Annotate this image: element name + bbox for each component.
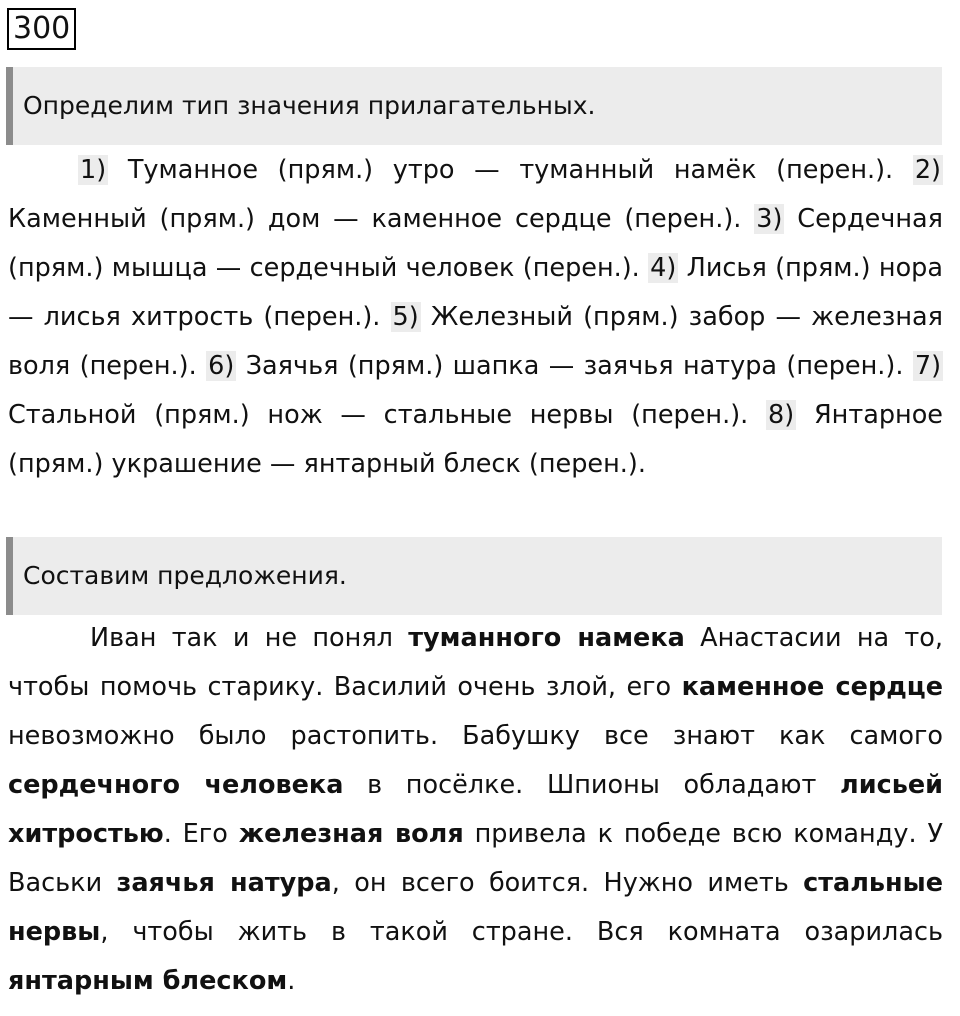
pair-text: Стальной (прям.) нож — стальные нервы (перен.). [8,400,749,430]
sentence-text: , чтобы жить в такой стране. Вся комната озарилась [100,917,943,947]
adjective-pairs-paragraph [8,146,943,489]
sentence-text: в посёлке. Шпионы обладают [343,770,841,800]
pair-text: Заячья (прям.) шапка — заячья натура (перен.). [245,351,904,381]
section-header-adjective-meaning [6,67,942,145]
pair-number: 2) [914,155,942,185]
highlighted-phrase: заячья натура [116,868,332,898]
sentences-paragraph [8,614,943,1006]
task-number: 300 [7,8,76,50]
sentence-text: . Его [163,819,239,849]
pair-number: 1) [80,155,107,185]
highlighted-phrase: янтарным блеском [8,966,288,996]
pair-text: Лисья (прям.) нора — лисья хитрость (перен.). [8,253,943,332]
pair-text: Янтарное (прям.) украшение — янтарный блеск (перен.). [8,400,943,479]
pair-number: 4) [650,253,677,283]
highlighted-phrase: каменное сердце [681,672,943,702]
highlighted-phrase: железная воля [238,819,464,849]
sentence-text: . [287,966,296,996]
sentence-text: невозможно было растопить. Бабушку все знают как самого [8,721,943,751]
pair-text: Туманное (прям.) утро — туманный намёк (перен.). [127,155,894,185]
highlighted-phrase: туманного намека [408,623,685,653]
pair-text: Железный (прям.) забор — железная воля (перен.). [8,302,943,381]
section-title: Составим предложения. [23,561,347,590]
sentence-text: , он всего боится. Нужно иметь [331,868,804,898]
section-title: Определим тип значения прилагательных. [23,91,596,120]
sentence-text: Анастасии на то, чтобы помочь старику. Василий очень злой, его [8,623,943,702]
pair-number: 8) [768,400,795,430]
pair-number: 3) [756,204,783,234]
highlighted-phrase: стальные нервы [8,868,944,947]
highlighted-phrase: лисьей хитростью [8,770,943,849]
pair-number: 5) [392,302,419,332]
pair-text: Сердечная (прям.) мышца — сердечный человек (перен.). [8,204,944,283]
sentence-text: привела к победе всю команду. У Васьки [8,819,943,898]
sentence-text: Иван так и не понял [90,623,409,653]
pair-number: 6) [208,351,235,381]
pair-text: Каменный (прям.) дом — каменное сердце (перен.). [8,204,742,234]
pair-number: 7) [914,351,942,381]
highlighted-phrase: сердечного человека [8,770,344,800]
section-header-sentences [6,537,942,615]
